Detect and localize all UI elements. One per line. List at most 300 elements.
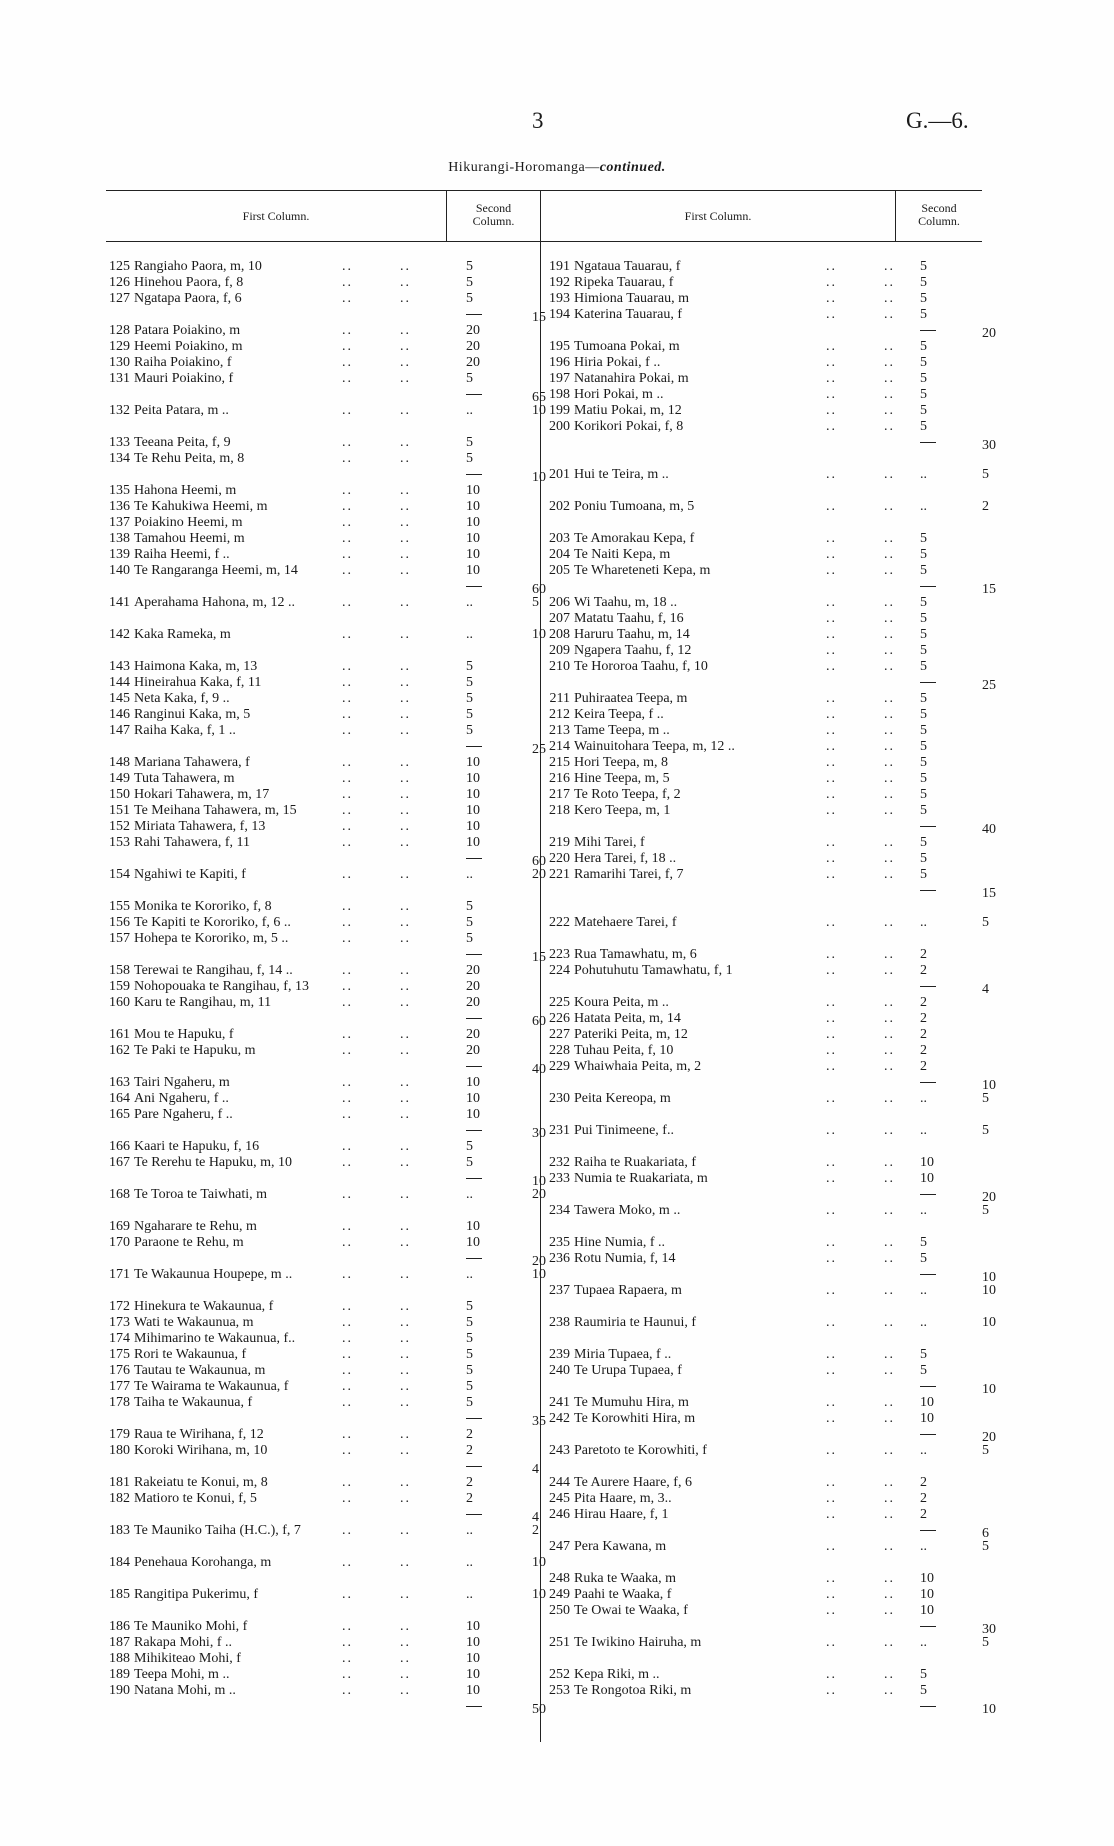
entry-number: 201 — [549, 467, 570, 482]
leader-dots: .. — [400, 275, 411, 290]
leader-dots: .. — [342, 1219, 353, 1234]
entry-amount: .. — [920, 1635, 927, 1650]
entry-amount: 10 — [466, 563, 480, 578]
list-item — [540, 1362, 1000, 1379]
subtotal-value: 40 — [532, 1062, 546, 1077]
entry-number: 128 — [109, 323, 130, 338]
leader-dots: .. — [884, 739, 895, 754]
leader-dots: .. — [826, 755, 837, 770]
leader-dots: .. — [342, 1139, 353, 1154]
entry-number: 236 — [549, 1251, 570, 1266]
leader-dots: .. — [400, 1667, 411, 1682]
entry-amount: 5 — [466, 1347, 473, 1362]
leader-dots: .. — [342, 819, 353, 834]
entry-number: 133 — [109, 435, 130, 450]
leader-dots: .. — [884, 1171, 895, 1186]
entry-name: Te Mauniko Mohi, f — [134, 1619, 248, 1634]
subtotal-value: 10 — [532, 627, 546, 642]
list-item — [100, 498, 540, 515]
subtotal-rule — [466, 1514, 482, 1515]
list-item — [100, 1218, 540, 1235]
leader-dots: .. — [342, 1427, 353, 1442]
entry-amount: 2 — [920, 1027, 927, 1042]
list-item — [100, 1090, 540, 1107]
entry-number: 239 — [549, 1347, 570, 1362]
list-item — [100, 1154, 540, 1171]
entry-number: 212 — [549, 707, 570, 722]
entry-amount: 5 — [920, 1683, 927, 1698]
entry-number: 140 — [109, 563, 130, 578]
leader-dots: .. — [884, 355, 895, 370]
entry-name: Rori te Wakaunua, f — [134, 1347, 247, 1362]
subtotal-rule — [466, 1066, 482, 1067]
leader-dots: .. — [342, 547, 353, 562]
leader-dots: .. — [342, 435, 353, 450]
entry-name: Wi Taahu, m, 18 .. — [574, 595, 678, 610]
entry-number: 143 — [109, 659, 130, 674]
entry-name: Wainuitohara Teepa, m, 12 .. — [574, 739, 735, 754]
entry-name: Hinehou Paora, f, 8 — [134, 275, 244, 290]
entry-number: 138 — [109, 531, 130, 546]
list-item — [540, 370, 1000, 387]
list-item — [100, 1586, 540, 1603]
list-item — [100, 1138, 540, 1155]
leader-dots: .. — [826, 1603, 837, 1618]
leader-dots: .. — [342, 659, 353, 674]
entry-amount: .. — [920, 499, 927, 514]
entry-name: Tupaea Rapaera, m — [574, 1283, 682, 1298]
list-item — [100, 1298, 540, 1315]
entry-name: Kaka Rameka, m — [134, 627, 231, 642]
entry-number: 179 — [109, 1427, 130, 1442]
list-item — [100, 1026, 540, 1043]
entry-name: Hiria Pokai, f .. — [574, 355, 661, 370]
entry-number: 250 — [549, 1603, 570, 1618]
leader-dots: .. — [342, 1651, 353, 1666]
list-item — [100, 690, 540, 707]
entry-amount: 5 — [920, 627, 927, 642]
leader-dots: .. — [884, 787, 895, 802]
entry-number: 136 — [109, 499, 130, 514]
subtotal-value: 20 — [982, 326, 996, 341]
entry-name: Paahi te Waaka, f — [574, 1587, 672, 1602]
entry-amount: 5 — [920, 275, 927, 290]
entry-number: 141 — [109, 595, 130, 610]
entry-name: Numia te Ruakariata, m — [574, 1171, 708, 1186]
entry-name: Te Rongotoa Riki, m — [574, 1683, 692, 1698]
leader-dots: .. — [826, 1155, 837, 1170]
leader-dots: .. — [342, 291, 353, 306]
list-item — [540, 386, 1000, 403]
leader-dots: .. — [400, 595, 411, 610]
page-number: 3 — [532, 108, 544, 133]
entry-number: 197 — [549, 371, 570, 386]
list-item — [540, 274, 1000, 291]
entry-name: Heemi Poiakino, m — [134, 339, 243, 354]
entry-amount: 10 — [466, 1667, 480, 1682]
entry-amount: 5 — [920, 547, 927, 562]
entry-name: Te Wairama te Wakaunua, f — [134, 1379, 289, 1394]
entry-name: Aperahama Hahona, m, 12 .. — [134, 595, 295, 610]
list-item — [100, 834, 540, 851]
entry-name: Te Meihana Tahawera, m, 15 — [134, 803, 297, 818]
leader-dots: .. — [884, 403, 895, 418]
entry-number: 190 — [109, 1683, 130, 1698]
entry-number: 145 — [109, 691, 130, 706]
caption-continued: continued. — [599, 160, 666, 175]
leader-dots: .. — [342, 531, 353, 546]
entry-number: 189 — [109, 1667, 130, 1682]
list-item — [540, 594, 1000, 611]
entry-name: Katerina Tauarau, f — [574, 307, 682, 322]
entry-amount: .. — [466, 1555, 473, 1570]
list-item — [100, 546, 540, 563]
entry-amount: .. — [466, 1267, 473, 1282]
entry-amount: 5 — [920, 387, 927, 402]
leader-dots: .. — [342, 1107, 353, 1122]
leader-dots: .. — [342, 755, 353, 770]
leader-dots: .. — [342, 803, 353, 818]
entry-amount: 20 — [466, 995, 480, 1010]
entry-amount: .. — [466, 403, 473, 418]
entry-amount: 5 — [920, 803, 927, 818]
entry-name: Miria Tupaea, f .. — [574, 1347, 672, 1362]
leader-dots: .. — [826, 1171, 837, 1186]
entry-amount: 2 — [920, 1043, 927, 1058]
entry-amount: .. — [920, 915, 927, 930]
subtotal-rule — [920, 986, 936, 987]
entry-number: 227 — [549, 1027, 570, 1042]
entry-amount: 2 — [466, 1491, 473, 1506]
list-item — [100, 1650, 540, 1667]
list-item — [540, 1042, 1000, 1059]
leader-dots: .. — [342, 323, 353, 338]
list-item — [100, 802, 540, 819]
list-item — [540, 1442, 1000, 1459]
list-item — [100, 658, 540, 675]
entry-name: Taiha te Wakaunua, f — [134, 1395, 253, 1410]
entry-name: Te Mumuhu Hira, m — [574, 1395, 689, 1410]
entry-number: 148 — [109, 755, 130, 770]
leader-dots: .. — [884, 755, 895, 770]
entry-name: Hine Numia, f .. — [574, 1235, 665, 1250]
leader-dots: .. — [826, 307, 837, 322]
entry-name: Paraone te Rehu, m — [134, 1235, 244, 1250]
list-item — [100, 1186, 540, 1203]
subtotal-rule — [466, 1258, 482, 1259]
list-item — [540, 1154, 1000, 1171]
entry-name: Te Urupa Tupaea, f — [574, 1363, 682, 1378]
subtotal-value: 5 — [982, 1203, 989, 1218]
list-item — [540, 642, 1000, 659]
leader-dots: .. — [884, 563, 895, 578]
leader-dots: .. — [400, 1075, 411, 1090]
subtotal-rule — [466, 1466, 482, 1467]
entry-number: 191 — [549, 259, 570, 274]
leader-dots: .. — [884, 339, 895, 354]
entry-number: 160 — [109, 995, 130, 1010]
entry-number: 208 — [549, 627, 570, 642]
subtotal-value: 20 — [532, 1254, 546, 1269]
right-second-column-heading-line1: Second — [921, 201, 957, 215]
leader-dots: .. — [400, 547, 411, 562]
leader-dots: .. — [400, 915, 411, 930]
list-item — [100, 1074, 540, 1091]
leader-dots: .. — [342, 1523, 353, 1538]
entry-name: Ngaharare te Rehu, m — [134, 1219, 257, 1234]
leader-dots: .. — [400, 835, 411, 850]
leader-dots: .. — [342, 1075, 353, 1090]
entry-name: Tuta Tahawera, m — [134, 771, 235, 786]
entry-name: Hirau Haare, f, 1 — [574, 1507, 669, 1522]
subtotal-rule — [466, 394, 482, 395]
entry-name: Rakapa Mohi, f .. — [134, 1635, 232, 1650]
entry-name: Te Amorakau Kepa, f — [574, 531, 695, 546]
list-item — [540, 962, 1000, 979]
entry-amount: 5 — [920, 355, 927, 370]
entry-name: Ripeka Tauarau, f — [574, 275, 674, 290]
list-item — [100, 450, 540, 467]
leader-dots: .. — [400, 1331, 411, 1346]
entry-amount: 10 — [466, 499, 480, 514]
entry-number: 231 — [549, 1123, 570, 1138]
leader-dots: .. — [884, 963, 895, 978]
leader-dots: .. — [826, 403, 837, 418]
entry-amount: 5 — [466, 1379, 473, 1394]
list-item — [540, 626, 1000, 643]
entry-number: 132 — [109, 403, 130, 418]
entry-number: 151 — [109, 803, 130, 818]
entry-number: 135 — [109, 483, 130, 498]
entry-amount: 10 — [466, 531, 480, 546]
subtotal-rule — [920, 1530, 936, 1531]
leader-dots: .. — [884, 1363, 895, 1378]
entry-amount: 2 — [466, 1475, 473, 1490]
entry-number: 178 — [109, 1395, 130, 1410]
subtotal-rule — [920, 330, 936, 331]
leader-dots: .. — [400, 867, 411, 882]
leader-dots: .. — [400, 483, 411, 498]
entry-number: 195 — [549, 339, 570, 354]
list-item — [540, 690, 1000, 707]
list-item — [100, 370, 540, 387]
entry-number: 186 — [109, 1619, 130, 1634]
entry-name: Matatu Taahu, f, 16 — [574, 611, 684, 626]
list-item — [540, 1682, 1000, 1699]
list-item — [100, 338, 540, 355]
subtotal-value: 65 — [532, 390, 546, 405]
entry-number: 131 — [109, 371, 130, 386]
entry-number: 196 — [549, 355, 570, 370]
entry-number: 222 — [549, 915, 570, 930]
entry-name: Pita Haare, m, 3.. — [574, 1491, 672, 1506]
entry-name: Te Whareteneti Kepa, m — [574, 563, 711, 578]
entry-number: 192 — [549, 275, 570, 290]
entry-amount: 10 — [920, 1171, 934, 1186]
entry-number: 146 — [109, 707, 130, 722]
leader-dots: .. — [826, 1315, 837, 1330]
entry-amount: 5 — [920, 739, 927, 754]
leader-dots: .. — [826, 771, 837, 786]
entry-amount: 5 — [466, 1363, 473, 1378]
entry-name: Wati te Wakaunua, m — [134, 1315, 254, 1330]
entry-number: 167 — [109, 1155, 130, 1170]
entry-name: Natanahira Pokai, m — [574, 371, 689, 386]
leader-dots: .. — [400, 963, 411, 978]
subtotal-value: 10 — [532, 1267, 546, 1282]
entry-name: Koura Peita, m .. — [574, 995, 669, 1010]
subtotal-value: 5 — [982, 1539, 989, 1554]
leader-dots: .. — [826, 1507, 837, 1522]
entry-name: Karu te Rangihau, m, 11 — [134, 995, 272, 1010]
leader-dots: .. — [826, 1251, 837, 1266]
entry-amount: 5 — [466, 707, 473, 722]
leader-dots: .. — [400, 1299, 411, 1314]
list-item — [540, 354, 1000, 371]
leader-dots: .. — [884, 387, 895, 402]
subtotal-value: 10 — [532, 403, 546, 418]
list-item — [100, 1234, 540, 1251]
entry-amount: .. — [466, 1523, 473, 1538]
subtotal-value: 5 — [532, 595, 539, 610]
leader-dots: .. — [400, 291, 411, 306]
entry-name: Natana Mohi, m .. — [134, 1683, 236, 1698]
subtotal-value: 4 — [982, 982, 989, 997]
subtotal-value: 60 — [532, 1014, 546, 1029]
entry-amount: 10 — [466, 819, 480, 834]
entry-number: 162 — [109, 1043, 130, 1058]
leader-dots: .. — [400, 787, 411, 802]
leader-dots: .. — [400, 1347, 411, 1362]
entry-name: Matiu Pokai, m, 12 — [574, 403, 682, 418]
entry-amount: 5 — [466, 1315, 473, 1330]
leader-dots: .. — [884, 1123, 895, 1138]
entry-name: Te Rangaranga Heemi, m, 14 — [134, 563, 298, 578]
entry-name: Te Wakaunua Houpepe, m .. — [134, 1267, 293, 1282]
entry-number: 252 — [549, 1667, 570, 1682]
leader-dots: .. — [400, 659, 411, 674]
leader-dots: .. — [884, 1587, 895, 1602]
leader-dots: .. — [400, 403, 411, 418]
entry-name: Tautau te Wakaunua, m — [134, 1363, 266, 1378]
leader-dots: .. — [400, 1619, 411, 1634]
leader-dots: .. — [826, 627, 837, 642]
list-item — [100, 770, 540, 787]
leader-dots: .. — [342, 707, 353, 722]
entry-amount: 10 — [466, 1235, 480, 1250]
list-item — [540, 754, 1000, 771]
leader-dots: .. — [400, 707, 411, 722]
leader-dots: .. — [400, 515, 411, 530]
list-item — [100, 402, 540, 419]
entry-name: Himiona Tauarau, m — [574, 291, 690, 306]
list-item — [100, 1474, 540, 1491]
leader-dots: .. — [400, 499, 411, 514]
entry-name: Rangitipa Pukerimu, f — [134, 1587, 259, 1602]
entry-amount: 5 — [920, 403, 927, 418]
list-item — [540, 418, 1000, 435]
list-item — [100, 274, 540, 291]
list-item — [540, 658, 1000, 675]
entry-name: Koroki Wirihana, m, 10 — [134, 1443, 268, 1458]
entry-number: 216 — [549, 771, 570, 786]
leader-dots: .. — [342, 1315, 353, 1330]
entry-name: Tawera Moko, m .. — [574, 1203, 681, 1218]
entry-name: Ramarihi Tarei, f, 7 — [574, 867, 684, 882]
leader-dots: .. — [826, 851, 837, 866]
subtotal-value: 30 — [532, 1126, 546, 1141]
entry-number: 223 — [549, 947, 570, 962]
leader-dots: .. — [884, 1475, 895, 1490]
leader-dots: .. — [342, 339, 353, 354]
entry-amount: 5 — [466, 675, 473, 690]
subtotal-rule — [466, 954, 482, 955]
entry-number: 242 — [549, 1411, 570, 1426]
entry-amount: 5 — [920, 563, 927, 578]
entry-name: Ngataua Tauarau, f — [574, 259, 681, 274]
entry-number: 211 — [549, 691, 570, 706]
entry-number: 158 — [109, 963, 130, 978]
entry-number: 157 — [109, 931, 130, 946]
entry-number: 209 — [549, 643, 570, 658]
leader-dots: .. — [826, 723, 837, 738]
subtotal-rule — [920, 1626, 936, 1627]
list-item — [100, 1666, 540, 1683]
leader-dots: .. — [342, 1187, 353, 1202]
leader-dots: .. — [400, 1091, 411, 1106]
leader-dots: .. — [400, 1155, 411, 1170]
subtotal-value: 5 — [982, 1635, 989, 1650]
entry-amount: 5 — [466, 915, 473, 930]
leader-dots: .. — [884, 1059, 895, 1074]
leader-dots: .. — [826, 867, 837, 882]
entry-name: Kepa Riki, m .. — [574, 1667, 660, 1682]
subtotal-value: 15 — [532, 310, 546, 325]
leader-dots: .. — [342, 1331, 353, 1346]
entry-name: Raua te Wirihana, f, 12 — [134, 1427, 264, 1442]
entry-name: Te Kahukiwa Heemi, m — [134, 499, 268, 514]
subtotal-value: 15 — [982, 582, 996, 597]
entry-amount: 5 — [920, 1251, 927, 1266]
leader-dots: .. — [826, 563, 837, 578]
list-item — [540, 946, 1000, 963]
list-item — [100, 434, 540, 451]
list-item — [540, 1506, 1000, 1523]
entry-name: Te Aurere Haare, f, 6 — [574, 1475, 692, 1490]
entry-name: Raumiria te Haunui, f — [574, 1315, 697, 1330]
subtotal-value: 35 — [532, 1414, 546, 1429]
entry-name: Rakeiatu te Konui, m, 8 — [134, 1475, 268, 1490]
leader-dots: .. — [400, 723, 411, 738]
leader-dots: .. — [826, 659, 837, 674]
subtotal-value: 25 — [532, 742, 546, 757]
entry-name: Matioro te Konui, f, 5 — [134, 1491, 257, 1506]
leader-dots: .. — [342, 499, 353, 514]
leader-dots: .. — [400, 1683, 411, 1698]
leader-dots: .. — [400, 771, 411, 786]
entry-amount: 20 — [466, 355, 480, 370]
list-item — [540, 466, 1000, 483]
entry-amount: 10 — [466, 515, 480, 530]
entry-name: Haruru Taahu, m, 14 — [574, 627, 690, 642]
leader-dots: .. — [826, 547, 837, 562]
subtotal-rule — [920, 1082, 936, 1083]
entry-name: Mihi Tarei, f — [574, 835, 645, 850]
entry-number: 230 — [549, 1091, 570, 1106]
leader-dots: .. — [400, 1379, 411, 1394]
leader-dots: .. — [884, 259, 895, 274]
leader-dots: .. — [400, 1235, 411, 1250]
